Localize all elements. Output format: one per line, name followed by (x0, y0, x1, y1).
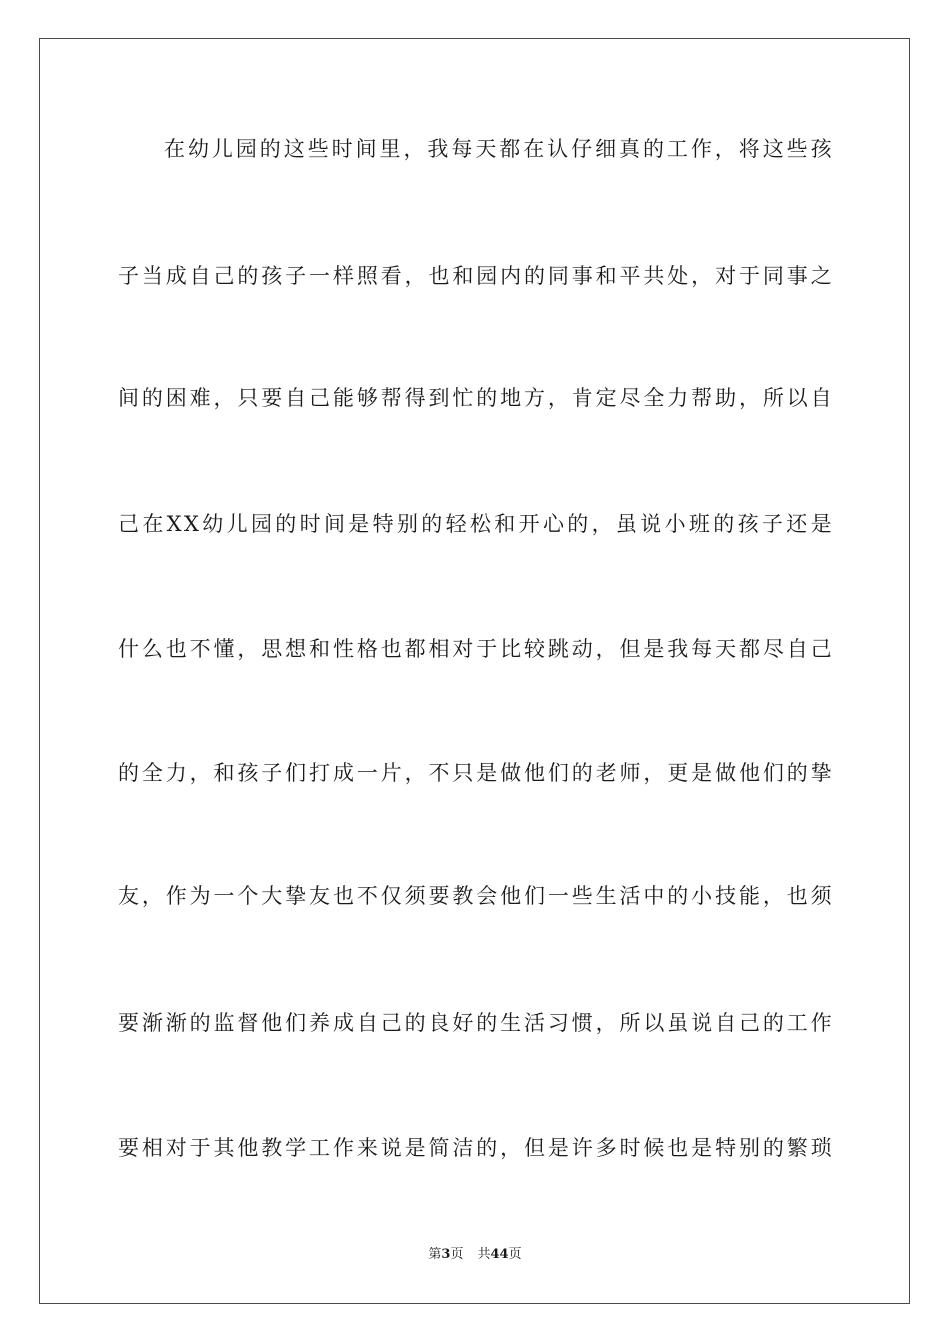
paragraph-line: 要渐渐的监督他们养成自己的良好的生活习惯，所以虽说自己的工作 (118, 1011, 834, 1035)
paragraph-line: 子当成自己的孩子一样照看，也和园内的同事和平共处，对于同事之 (118, 264, 834, 288)
footer-total-pages: 44 (490, 1247, 509, 1262)
footer-total-prefix: 共 (477, 1247, 491, 1262)
page-footer (0, 1246, 950, 1264)
paragraph-line: 什么也不懂，思想和性格也都相对于比较跳动，但是我每天都尽自己 (118, 637, 834, 661)
footer-page-suffix: 页 (450, 1247, 464, 1262)
paragraph-line: 己在XX幼儿园的时间是特别的轻松和开心的，虽说小班的孩子还是 (118, 512, 834, 536)
footer-page-prefix: 第 (428, 1247, 442, 1262)
paragraph-line: 友，作为一个大挚友也不仅须要教会他们一些生活中的小技能，也须 (118, 884, 834, 908)
paragraph-line: 要相对于其他教学工作来说是简洁的，但是许多时候也是特别的繁琐 (118, 1136, 834, 1160)
paragraph-line: 间的困难，只要自己能够帮得到忙的地方，肯定尽全力帮助，所以自 (118, 386, 834, 410)
paragraph-line: 的全力，和孩子们打成一片，不只是做他们的老师，更是做他们的挚 (118, 761, 834, 785)
footer-total-suffix: 页 (508, 1247, 522, 1262)
footer-page-number: 3 (441, 1247, 451, 1262)
page-border (39, 38, 910, 1304)
paragraph-line: 在幼儿园的这些时间里，我每天都在认仔细真的工作，将这些孩 (164, 137, 834, 161)
